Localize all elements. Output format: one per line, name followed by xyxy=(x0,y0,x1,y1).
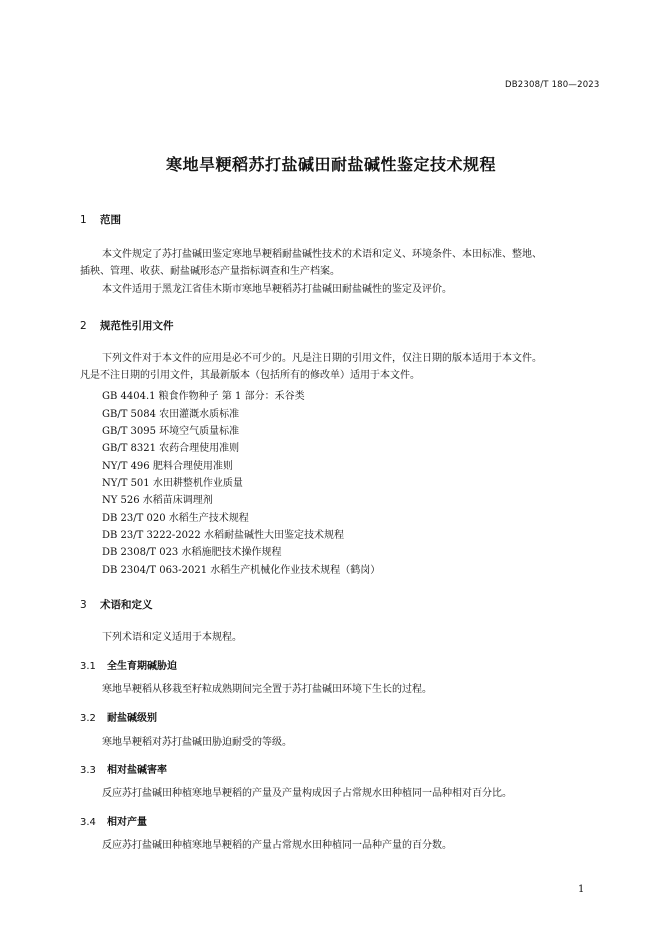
term-definition: 寒地旱粳稻对苏打盐碱田胁迫耐受的等级。 xyxy=(102,737,292,748)
reference-item: GB/T 3095 环境空气质量标准 xyxy=(102,426,240,437)
term-3-3-heading xyxy=(80,761,167,776)
section-title: 术语和定义 xyxy=(100,599,153,611)
term-3-2-heading xyxy=(80,709,157,724)
document-title: 寒地旱粳稻苏打盐碱田耐盐碱性鉴定技术规程 xyxy=(165,155,496,174)
term-3-1-heading xyxy=(80,657,177,672)
section-1-para-1-line-2: 插秧、管理、收获、耐盐碱形态产量指标调查和生产档案。 xyxy=(80,266,340,277)
document-code: DB2308/T 180—2023 xyxy=(505,80,600,90)
reference-item: GB/T 8321 农药合理使用准则 xyxy=(102,443,240,454)
section-number: 1 xyxy=(80,214,87,226)
term-title: 相对盐碱害率 xyxy=(107,765,167,776)
term-number: 3.1 xyxy=(80,661,96,672)
term-title: 相对产量 xyxy=(107,817,147,828)
page-number: 1 xyxy=(578,884,585,895)
reference-item: GB/T 5084 农田灌溉水质标准 xyxy=(102,409,240,420)
section-2-intro-line-2: 凡是不注日期的引用文件，其最新版本（包括所有的修改单）适用于本文件。 xyxy=(80,370,420,381)
reference-item: DB 2308/T 023 水稻施肥技术操作规程 xyxy=(102,547,282,558)
reference-item: NY/T 501 水田耕整机作业质量 xyxy=(102,478,243,489)
section-3-intro: 下列术语和定义适用于本规程。 xyxy=(102,632,242,643)
section-1-para-2: 本文件适用于黑龙江省佳木斯市寒地旱粳稻苏打盐碱田耐盐碱性的鉴定及评价。 xyxy=(102,284,452,295)
term-number: 3.2 xyxy=(80,713,96,724)
reference-item: NY 526 水稻苗床调理剂 xyxy=(102,495,213,506)
reference-item: DB 2304/T 063-2021 水稻生产机械化作业技术规程（鹤岗） xyxy=(102,565,381,576)
section-1-heading xyxy=(80,212,121,227)
section-3-heading xyxy=(80,597,153,612)
section-1-para-1-line-1: 本文件规定了苏打盐碱田鉴定寒地旱粳稻耐盐碱性技术的术语和定义、环境条件、本田标准、整地、 xyxy=(102,249,542,260)
reference-item: DB 23/T 3222-2022 水稻耐盐碱性大田鉴定技术规程 xyxy=(102,530,344,541)
term-title: 全生育期碱胁迫 xyxy=(107,661,177,672)
term-number: 3.3 xyxy=(80,765,96,776)
term-title: 耐盐碱级别 xyxy=(107,713,157,724)
reference-item: GB 4404.1 粮食作物种子 第 1 部分：禾谷类 xyxy=(102,391,305,402)
section-title: 范围 xyxy=(100,214,121,226)
term-definition: 寒地旱粳稻从移栽至籽粒成熟期间完全置于苏打盐碱田环境下生长的过程。 xyxy=(102,684,432,695)
term-definition: 反应苏打盐碱田种植寒地旱粳稻的产量及产量构成因子占常规水田种植同一品种相对百分比。 xyxy=(102,788,512,799)
term-definition: 反应苏打盐碱田种植寒地旱粳稻的产量占常规水田种植同一品种产量的百分数。 xyxy=(102,840,452,851)
section-2-heading xyxy=(80,318,174,333)
term-3-4-heading xyxy=(80,813,147,828)
section-2-intro-line-1: 下列文件对于本文件的应用是必不可少的。凡是注日期的引用文件，仅注日期的版本适用于本文件。 xyxy=(102,353,542,364)
term-number: 3.4 xyxy=(80,817,96,828)
reference-item: DB 23/T 020 水稻生产技术规程 xyxy=(102,513,249,524)
section-number: 3 xyxy=(80,599,87,611)
section-title: 规范性引用文件 xyxy=(100,320,174,332)
reference-item: NY/T 496 肥料合理使用准则 xyxy=(102,461,233,472)
section-number: 2 xyxy=(80,320,87,332)
